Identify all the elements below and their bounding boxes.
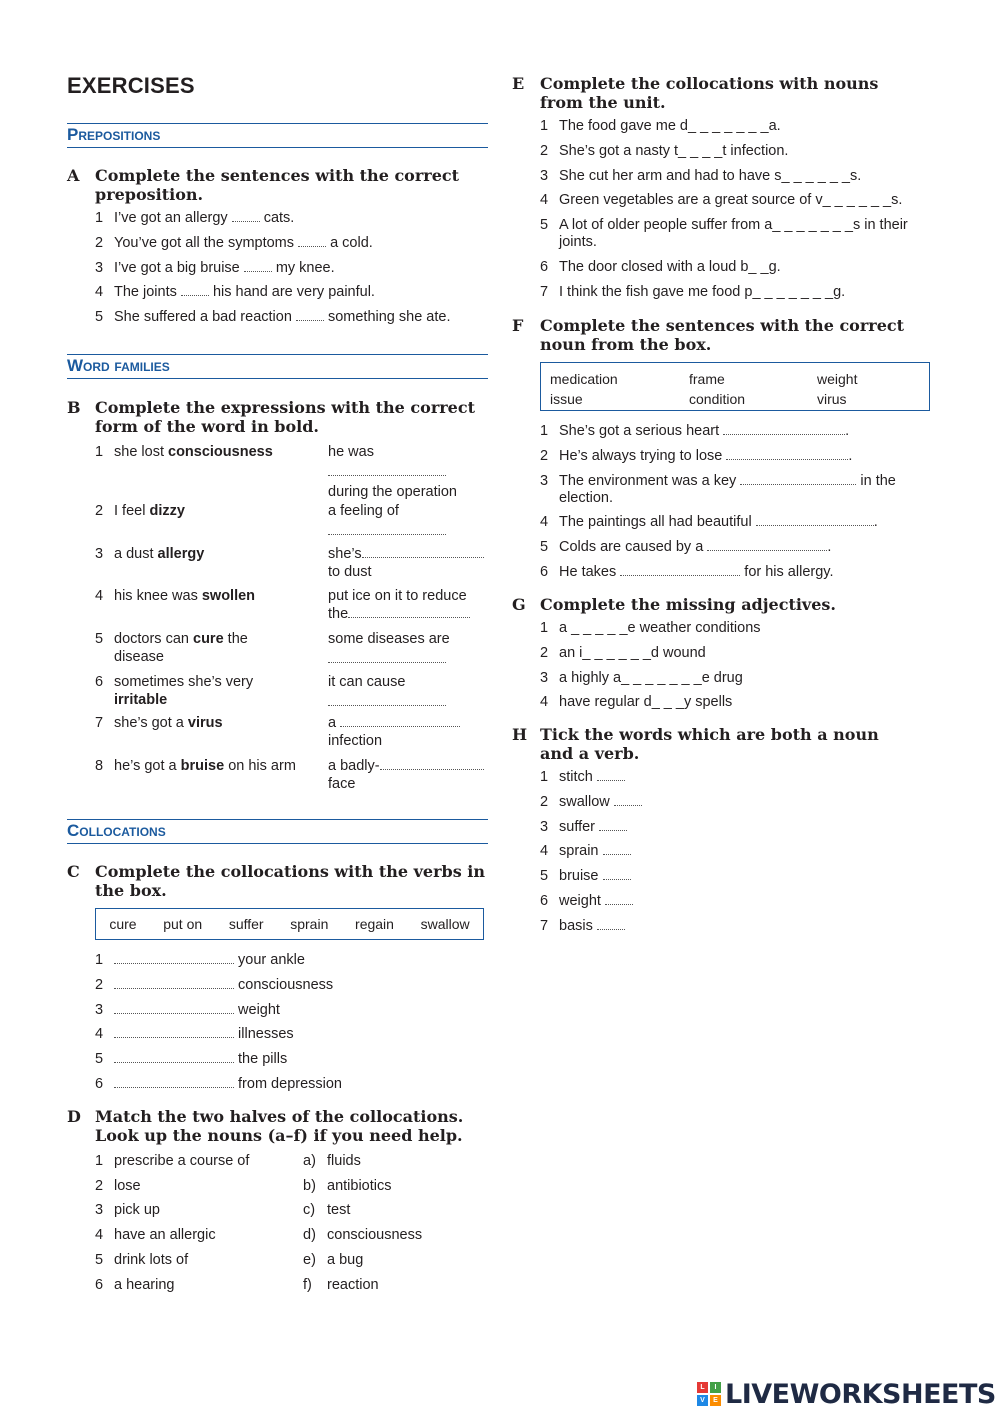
answer-gap[interactable]	[740, 474, 856, 485]
item-number: 3	[95, 259, 104, 276]
list-item	[540, 192, 933, 209]
word-box	[540, 362, 930, 411]
answer-gap[interactable]	[114, 978, 234, 989]
item-text: .	[848, 447, 853, 464]
item-text: a dust	[114, 546, 158, 562]
item-text: his knee was	[114, 588, 202, 604]
item-text: basis	[559, 917, 593, 934]
item-number: 1	[95, 210, 104, 226]
item-number: 1	[540, 769, 549, 785]
answer-gap[interactable]	[723, 424, 845, 435]
exercise-f	[512, 316, 933, 589]
list-item	[95, 309, 488, 326]
section-heading-word-families: Word families	[67, 354, 488, 379]
item-text: illnesses	[238, 1026, 294, 1043]
list-item	[95, 1002, 488, 1019]
item-text: an i_ _ _ _ _ _d wound	[559, 644, 706, 661]
item-number: 1	[95, 1153, 104, 1169]
answer-gap[interactable]	[348, 607, 470, 618]
logo-mark-letter: V	[697, 1395, 708, 1406]
exercise-h-items	[540, 769, 933, 935]
item-number: 7	[95, 715, 104, 731]
answer-gap[interactable]	[114, 1003, 234, 1014]
item-text: infection	[328, 732, 383, 749]
tick-gap[interactable]	[599, 820, 627, 831]
logo-mark-icon	[697, 1382, 723, 1408]
item-text: have regular d_ _ _y spells	[559, 694, 733, 711]
item-number: 2	[540, 793, 549, 810]
item-text: she lost	[114, 444, 168, 460]
item-number: 4	[95, 284, 104, 301]
list-item	[540, 284, 933, 301]
match-right[interactable]: test	[327, 1202, 351, 1218]
answer-gap[interactable]	[328, 521, 446, 535]
item-text: .	[845, 423, 850, 439]
item-text: put ice on it to reduce the	[328, 588, 467, 622]
exercise-c	[67, 862, 488, 1101]
item-letter: d)	[303, 1227, 316, 1243]
item-number: 4	[95, 1026, 104, 1043]
list-item	[95, 235, 488, 252]
logo-text: LIVEWORKSHEETS	[725, 1379, 996, 1410]
item-text: The door closed with a loud b_ _g.	[559, 258, 781, 275]
item-text: for his allergy.	[744, 563, 834, 580]
item-number: 7	[540, 917, 549, 934]
word-box	[95, 908, 484, 940]
item-number: 3	[95, 546, 104, 562]
tick-gap[interactable]	[605, 894, 633, 905]
list-item	[95, 210, 488, 227]
list-item	[540, 918, 933, 935]
item-letter: f)	[303, 1277, 312, 1293]
item-text: the disease	[114, 631, 248, 665]
item-text: sprain	[559, 843, 599, 860]
list-item	[540, 769, 933, 786]
list-item	[540, 259, 933, 276]
item-text: I feel	[114, 503, 150, 519]
item-text: a badly-	[328, 758, 380, 774]
item-text: weight	[238, 1001, 280, 1018]
item-text: cats.	[263, 210, 295, 226]
exercise-instruction: Complete the sentences with the correct noun from the box.	[540, 316, 905, 354]
item-text: stitch	[559, 769, 593, 785]
exercise-a-items	[95, 210, 488, 326]
tick-gap[interactable]	[614, 795, 642, 806]
item-text: He takes	[559, 563, 617, 580]
tick-gap[interactable]	[603, 869, 631, 880]
item-text: bruise	[559, 868, 599, 885]
item-text: She’s got a serious heart	[559, 423, 720, 439]
exercise-letter: A	[67, 166, 80, 185]
item-text: a	[328, 715, 337, 731]
item-number: 2	[95, 503, 104, 519]
item-text: Colds are caused by a	[559, 539, 704, 556]
page-title: EXERCISES	[67, 73, 195, 98]
match-left[interactable]: a hearing	[114, 1277, 175, 1293]
box-word: cure	[109, 916, 137, 932]
match-left[interactable]: pick up	[114, 1202, 160, 1218]
answer-gap[interactable]	[726, 449, 848, 460]
box-word: issue	[550, 390, 583, 407]
item-text: a feeling of	[328, 503, 399, 519]
tick-gap[interactable]	[597, 770, 625, 781]
box-word: suffer	[228, 916, 264, 932]
match-right[interactable]: a bug	[327, 1252, 364, 1268]
item-number: 6	[95, 1075, 104, 1092]
exercise-a	[67, 166, 488, 334]
item-number: 3	[540, 818, 549, 835]
exercise-letter: B	[67, 398, 81, 417]
item-number: 5	[540, 539, 549, 556]
item-number: 4	[95, 588, 104, 604]
item-text: my knee.	[275, 259, 335, 276]
list-item	[95, 284, 488, 301]
item-number: 1	[95, 444, 104, 460]
item-text: .	[873, 514, 878, 531]
item-number: 8	[95, 758, 104, 774]
list-item	[540, 843, 933, 860]
box-word: virus	[817, 390, 847, 407]
answer-gap[interactable]	[181, 285, 209, 296]
item-text: The food gave me d_ _ _ _ _ _ _a.	[559, 118, 781, 134]
list-item	[540, 893, 933, 910]
item-letter: c)	[303, 1202, 316, 1218]
item-number: 7	[540, 283, 549, 300]
item-number: 5	[95, 309, 104, 326]
bold-word: bruise	[180, 758, 225, 774]
item-number: 2	[540, 142, 549, 159]
match-right[interactable]: reaction	[327, 1277, 379, 1293]
logo-mark-letter: L	[697, 1382, 708, 1393]
item-text: She suffered a bad reaction	[114, 309, 292, 326]
item-number: 3	[540, 472, 549, 489]
item-number: 6	[95, 1277, 104, 1293]
tick-gap[interactable]	[597, 919, 625, 930]
bold-word: allergy	[157, 546, 205, 562]
item-letter: e)	[303, 1252, 316, 1268]
answer-gap[interactable]	[707, 540, 827, 551]
item-number: 1	[540, 620, 549, 636]
answer-gap[interactable]	[114, 1077, 234, 1088]
item-number: 3	[540, 167, 549, 184]
answer-gap[interactable]	[380, 759, 484, 770]
exercise-d	[67, 1107, 488, 1145]
list-item	[540, 143, 933, 160]
bold-word: cure	[193, 631, 224, 647]
answer-gap[interactable]	[244, 261, 272, 272]
exercise-f-items	[540, 423, 933, 581]
liveworksheets-logo[interactable]	[697, 1379, 996, 1410]
match-right[interactable]: antibiotics	[327, 1178, 392, 1194]
item-number: 4	[540, 843, 549, 860]
item-text: it can cause	[328, 674, 406, 690]
item-number: 3	[95, 1202, 104, 1218]
item-number: 4	[540, 514, 549, 531]
exercise-c-items	[95, 952, 488, 1093]
match-right[interactable]: consciousness	[327, 1227, 423, 1243]
list-item	[540, 514, 933, 531]
exercise-h	[512, 725, 933, 943]
list-item	[540, 620, 933, 637]
item-text: in the election.	[559, 472, 896, 506]
item-number: 4	[95, 1227, 104, 1243]
list-item	[95, 260, 488, 277]
exercise-e-items	[540, 118, 933, 301]
item-text: some diseases are	[328, 631, 450, 647]
answer-gap[interactable]	[328, 649, 446, 663]
item-text: swallow	[559, 793, 610, 810]
answer-gap[interactable]	[298, 236, 326, 247]
item-text: weight	[559, 892, 601, 909]
item-number: 2	[540, 447, 549, 464]
bold-word: irritable	[114, 691, 168, 708]
item-text: his hand are very painful.	[212, 284, 375, 301]
box-word: weight	[817, 371, 858, 387]
answer-gap[interactable]	[620, 565, 740, 576]
item-text: I’ve got a big bruise	[114, 259, 240, 276]
section-heading-prepositions: Prepositions	[67, 123, 488, 148]
exercise-g	[512, 595, 933, 719]
item-number: 6	[540, 258, 549, 275]
answer-gap[interactable]	[296, 310, 324, 321]
answer-gap[interactable]	[114, 953, 234, 964]
bold-word: swollen	[201, 588, 256, 604]
answer-gap[interactable]	[114, 1027, 234, 1038]
list-item	[95, 1026, 488, 1043]
logo-mark-letter: I	[710, 1382, 721, 1393]
item-number: 1	[540, 423, 549, 439]
list-item	[540, 539, 933, 556]
item-text: doctors can	[114, 631, 193, 647]
bold-word: consciousness	[168, 444, 273, 460]
item-text: suffer	[559, 818, 596, 835]
item-text: .	[827, 539, 832, 556]
match-left[interactable]: drink lots of	[114, 1252, 189, 1268]
item-number: 3	[540, 669, 549, 686]
list-item	[540, 694, 933, 711]
exercise-letter: G	[512, 595, 526, 614]
exercise-letter: H	[512, 725, 528, 744]
item-text: she’s	[328, 546, 362, 562]
item-text: Green vegetables are a great source of v_ _ _ _ _ _s.	[559, 192, 903, 209]
list-item	[540, 794, 933, 811]
exercise-letter: E	[512, 74, 525, 93]
list-item	[540, 670, 933, 687]
item-text: consciousness	[238, 976, 334, 993]
list-item	[540, 645, 933, 662]
item-number: 5	[95, 631, 104, 647]
item-number: 5	[540, 217, 549, 234]
item-number: 4	[540, 694, 549, 711]
item-number: 4	[540, 192, 549, 209]
item-number: 1	[540, 118, 549, 134]
item-text: during the operation	[328, 484, 457, 500]
item-text: a cold.	[330, 234, 373, 251]
exercise-g-items	[540, 620, 933, 711]
box-word: put on	[163, 916, 203, 932]
item-text: the pills	[238, 1051, 288, 1068]
answer-gap[interactable]	[328, 692, 446, 706]
item-text: he was	[328, 444, 374, 460]
list-item	[540, 217, 920, 251]
item-text: You’ve got all the symptoms	[114, 234, 295, 251]
item-letter: a)	[303, 1153, 316, 1169]
exercise-instruction: Complete the expressions with the correct form of the word in bold.	[95, 398, 475, 436]
item-text: The paintings all had beautiful	[559, 514, 752, 531]
exercise-instruction: Tick the words which are both a noun and a verb.	[540, 725, 879, 763]
item-text: a highly a_ _ _ _ _ _ _e drug	[559, 669, 743, 686]
item-text: face	[328, 775, 356, 792]
item-number: 2	[95, 1178, 104, 1194]
item-text: She’s got a nasty t_ _ _ _t infection.	[559, 142, 789, 159]
item-text: she’s got a	[114, 715, 188, 731]
list-item	[540, 473, 920, 507]
item-text: She cut her arm and had to have s_ _ _ _ _ _s.	[559, 167, 862, 184]
item-text: from depression	[238, 1075, 342, 1092]
item-number: 6	[95, 674, 104, 690]
item-number: 6	[540, 892, 549, 909]
item-number: 6	[540, 563, 549, 580]
exercise-e	[512, 74, 933, 309]
tick-gap[interactable]	[603, 844, 631, 855]
item-number: 2	[95, 234, 104, 251]
exercise-b	[67, 398, 488, 436]
answer-gap[interactable]	[340, 716, 460, 727]
bold-word: virus	[187, 715, 223, 731]
item-number: 3	[95, 1001, 104, 1018]
match-left[interactable]: prescribe a course of	[114, 1153, 250, 1169]
exercise-letter: C	[67, 862, 80, 881]
bold-word: dizzy	[149, 503, 185, 519]
list-item	[540, 564, 933, 581]
list-item	[95, 1051, 488, 1068]
list-item	[540, 118, 933, 135]
answer-gap[interactable]	[114, 1052, 234, 1063]
item-text: I think the fish gave me food p_ _ _ _ _ _ _g.	[559, 283, 846, 300]
box-word: sprain	[290, 916, 329, 932]
item-number: 5	[95, 1051, 104, 1068]
list-item	[540, 819, 933, 836]
item-text: He’s always trying to lose	[559, 447, 723, 464]
exercise-letter: D	[67, 1107, 81, 1126]
box-word: regain	[355, 916, 394, 932]
item-number: 2	[95, 976, 104, 993]
match-left[interactable]: have an allergic	[114, 1227, 216, 1243]
list-item	[540, 168, 933, 185]
item-text: The joints	[114, 284, 177, 301]
answer-gap[interactable]	[756, 515, 874, 526]
item-text: a _ _ _ _ _e weather conditions	[559, 620, 761, 636]
item-text: to dust	[328, 563, 372, 580]
list-item	[540, 448, 933, 465]
match-left[interactable]: lose	[114, 1178, 141, 1194]
list-item	[95, 952, 488, 969]
list-item	[540, 423, 933, 440]
item-text: The environment was a key	[559, 472, 737, 489]
box-word: condition	[689, 390, 746, 407]
exercise-instruction: Complete the sentences with the correct preposition.	[95, 166, 460, 204]
item-text: sometimes she’s very	[114, 674, 254, 690]
item-text: I’ve got an allergy	[114, 210, 228, 226]
exercise-instruction: Complete the collocations with nouns from the unit.	[540, 74, 879, 112]
item-text: something she ate.	[327, 309, 451, 326]
item-number: 5	[540, 868, 549, 885]
section-heading-collocations: Collocations	[67, 819, 488, 844]
item-text: A lot of older people suffer from a_ _ _ _ _ _ _s in their joints.	[559, 217, 908, 251]
box-word: medication	[550, 371, 618, 387]
answer-gap[interactable]	[362, 547, 484, 558]
item-letter: b)	[303, 1178, 316, 1194]
answer-gap[interactable]	[328, 462, 446, 476]
item-text: on his arm	[224, 758, 296, 774]
item-number: 1	[95, 952, 104, 968]
logo-mark-letter: E	[710, 1395, 721, 1406]
list-item	[95, 1076, 488, 1093]
list-item	[95, 977, 488, 994]
item-text: your ankle	[238, 952, 305, 968]
answer-gap[interactable]	[232, 211, 260, 222]
exercise-instruction: Complete the missing adjectives.	[540, 595, 836, 614]
item-number: 2	[540, 644, 549, 661]
box-word: swallow	[420, 916, 470, 932]
exercise-instruction: Complete the collocations with the verbs in the box.	[95, 862, 485, 900]
exercise-instruction: Match the two halves of the collocations. Look up the nouns (a–f) if you need help.	[95, 1107, 464, 1145]
list-item	[540, 868, 933, 885]
match-right[interactable]: fluids	[327, 1153, 361, 1169]
exercise-letter: F	[512, 316, 524, 335]
item-number: 5	[95, 1252, 104, 1268]
box-word: frame	[689, 371, 725, 387]
item-text: he’s got a	[114, 758, 181, 774]
